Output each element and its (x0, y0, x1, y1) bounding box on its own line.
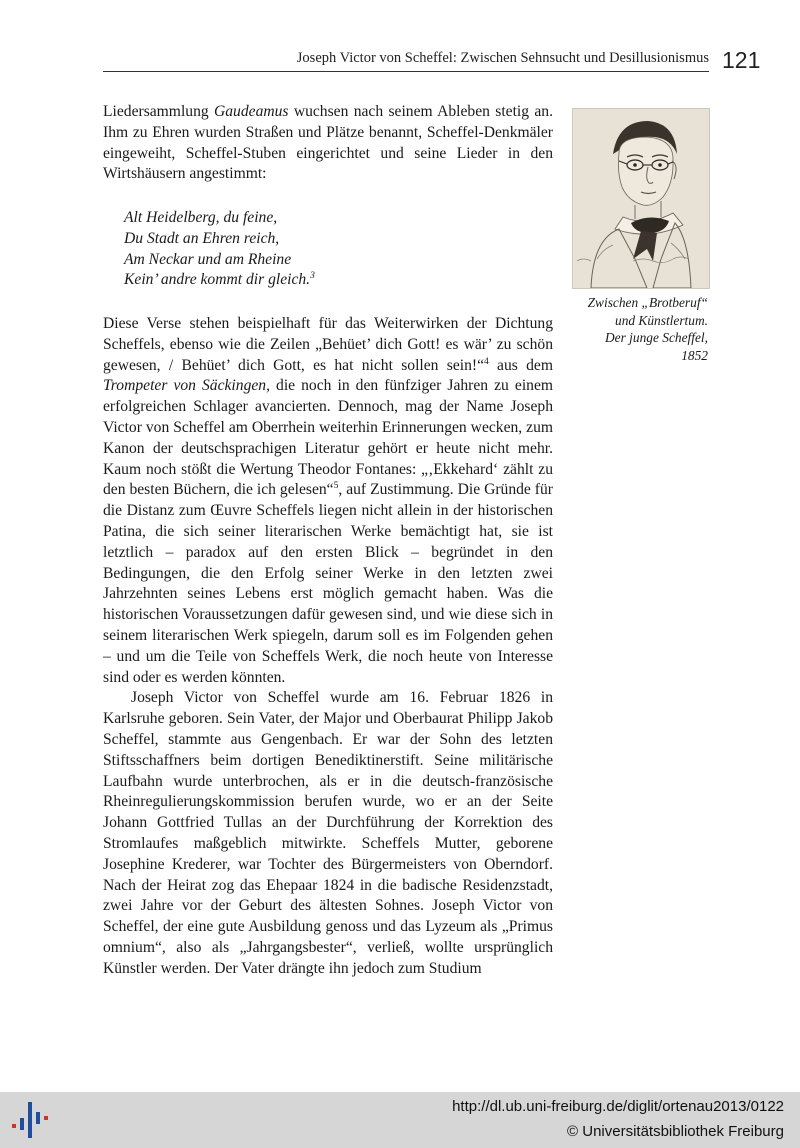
intro-text-1: Liedersammlung (103, 103, 214, 120)
poem-line: Alt Heidelberg, du feine, (124, 209, 278, 226)
caption-line: Der junge Scheffel, (605, 330, 708, 346)
copyright-notice: © Universitätsbibliothek Freiburg (567, 1123, 784, 1140)
running-header: Joseph Victor von Scheffel: Zwischen Sehnsucht und Desillusionismus (296, 50, 709, 66)
caption-line: und Künstlertum. (615, 312, 708, 328)
body-text (103, 314, 553, 980)
caption-line: Zwischen „Brotberuf“ (587, 295, 708, 310)
page-number: 121 (722, 47, 761, 73)
poem-line: Du Stadt an Ehren reich, (124, 229, 280, 247)
portrait-image (572, 108, 710, 289)
intro-paragraph (103, 102, 553, 185)
header-rule (103, 71, 709, 72)
source-url-link[interactable]: http://dl.ub.uni-freiburg.de/diglit/ortenau2013/0122 (452, 1098, 784, 1115)
poem-line-last: Kein’ andre kommt dir gleich.$^3$ (124, 271, 315, 289)
footer-bar (0, 1092, 800, 1148)
poem-quote (124, 208, 315, 291)
paragraph-1: Diese Verse stehen beispielhaft für das Weiterwirken der Dichtung Scheffels, ebenso wie die Zeilen „Behüet’ dich Gott! es wär’ zu schön gewesen, / Behüet’ dich Gott, es hat nicht sollen sein!“$^4$ aus dem Trompeter von Säckingen, die noch in den fünfziger Jahren zu einem erfolgreichen Schlager avancierten. Dennoch, mag der Name Joseph Victor von Scheffel am Oberrhein weiterhin Erinnerungen wecken, zum Kanon der deutschsprachigen Literatur gehört er heute nicht mehr. Kaum noch stößt die Wertung Theodor Fontanes: „‚Ekkehard‘ zählt zu den besten Büchern, die ich gelesen“$^5$, auf Zustimmung. Die Gründe für die Distanz zum Œuvre Scheffels liegen nicht allein in der historischen Patina, die sich seiner literarischen Werke bemächtigt hat, sie ist letztlich – paradox auf den ersten Blick – begründet in den Bedingungen, die den Erfolg seiner Werke in den letzten zwei Jahrzehnten seines Lebens erst möglich gemacht haben. Was die historischen Voraussetzungen dafür gewesen sind, und wie diese sich in seinem literarischen Werk spiegeln, darum soll es im Folgenden gehen – und um die Teile von Scheffels Werk, die noch heute von Interesse sind oder es werden könnten. (103, 315, 553, 686)
footnote-ref-4: 4 (484, 356, 489, 367)
poem-line: Am Neckar und am Rheine (124, 250, 292, 268)
trompeter-title: Trompeter von Säckingen (103, 377, 267, 395)
gaudeamus-title: Gaudeamus (214, 103, 289, 120)
portrait-drawing-icon (573, 109, 709, 288)
ub-freiburg-logo-icon (8, 1098, 52, 1142)
intro-text-2: wuchsen nach seinem Ableben stetig an. Ihm zu Ehren wurden Straßen und Plätze benannt, Scheffel-Denkmäler eingeweiht, Scheffel-Stuben eingerichtet und seine Lieder in den Wirtshäusern angestimmt: (103, 103, 553, 183)
paragraph-2: Joseph Victor von Scheffel wurde am 16. Februar 1826 in Karlsruhe geboren. Sein Vater, der Major und Oberbaurat Philipp Jakob Scheffel, stammte aus Gengenbach. Er war der Sohn des letzten Stiftsschaffners beim dortigen Benediktinerstift. Seine militärische Laufbahn wurde unterbrochen, als er in die deutsch-französische Rheinregulierungskommission berufen wurde, wo er an der Seite Johann Gottfried Tullas an der Durchführung der Korrektion des Stromlaufes maßgeblich mitwirkte. Scheffels Mutter, geborene Josephine Krederer, war Tochter des Bürgermeisters von Oberndorf. Nach der Heirat zog das Ehepaar 1824 in die badische Residenzstadt, zwei Jahre vor der Geburt des ältesten Sohnes. Joseph Victor von Scheffel, der eine gute Ausbildung genoss und das Lyzeum als „Primus omnium“, also als „Jahrgangsbester“, verließ, wollte ursprünglich Künstler werden. Der Vater drängte ihn jedoch zum Studium (103, 689, 553, 977)
footnote-ref-3: 3 (310, 271, 315, 282)
caption-line: 1852 (681, 347, 708, 363)
figure-caption (560, 294, 708, 364)
footnote-ref-5: 5 (333, 481, 339, 492)
